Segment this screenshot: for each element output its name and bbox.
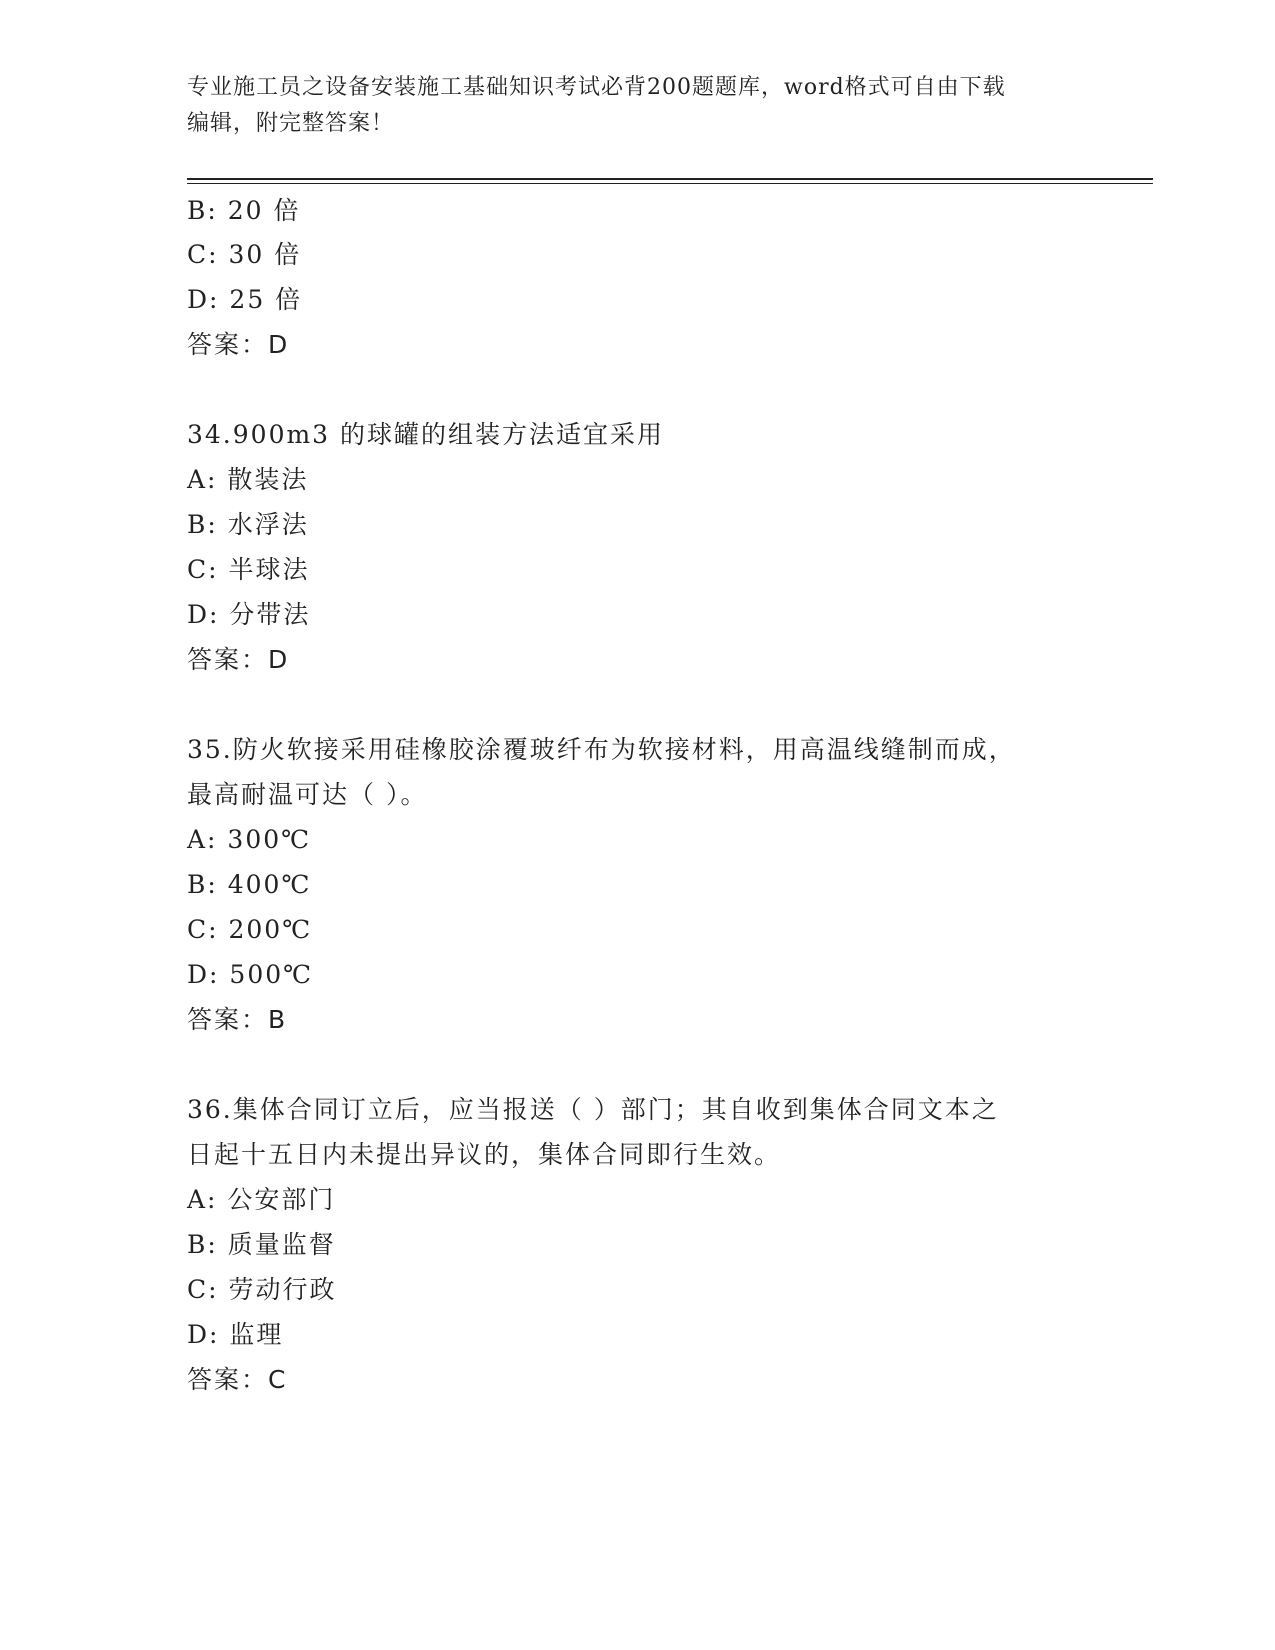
q34-answer: 答案：D	[187, 645, 290, 674]
q33-option-b: B: 20 倍	[187, 196, 301, 225]
q35-answer: 答案：B	[187, 1005, 288, 1034]
q35-option-d: D: 500℃	[187, 960, 314, 989]
header-title-line-2: 编辑，附完整答案！	[187, 111, 395, 136]
q36-stem-line-2: 日起十五日内未提出异议的，集体合同即行生效。	[187, 1140, 782, 1169]
q35-stem-line-2: 最高耐温可达（ ）。	[187, 780, 428, 809]
q36-option-d: D: 监理	[187, 1320, 284, 1349]
q33-option-d: D: 25 倍	[187, 285, 303, 314]
q35-option-c: C: 200℃	[187, 915, 313, 944]
q35-option-b: B: 400℃	[187, 870, 312, 899]
header-divider-thin	[187, 183, 1153, 184]
q36-stem-line-1: 36.集体合同订立后，应当报送（ ）部门；其自收到集体合同文本之	[187, 1095, 999, 1124]
q34-option-a: A: 散装法	[187, 465, 309, 494]
q34-option-c: C: 半球法	[187, 555, 310, 584]
q35-option-a: A: 300℃	[187, 825, 312, 854]
q34-option-d: D: 分带法	[187, 600, 311, 629]
q36-option-a: A: 公安部门	[187, 1185, 336, 1214]
q34-option-b: B: 水浮法	[187, 510, 309, 539]
q36-option-c: C: 劳动行政	[187, 1275, 337, 1304]
q36-option-b: B: 质量监督	[187, 1230, 336, 1259]
header-title-line-1: 专业施工员之设备安装施工基础知识考试必背200题题库，word格式可自由下载	[187, 75, 1006, 100]
page-header	[187, 70, 1087, 142]
q34-stem: 34.900m3 的球罐的组装方法适宜采用	[187, 420, 665, 449]
q33-answer: 答案：D	[187, 330, 290, 359]
q36-answer: 答案：C	[187, 1365, 288, 1394]
header-divider-thick	[187, 178, 1153, 180]
q33-option-c: C: 30 倍	[187, 240, 302, 269]
q35-stem-line-1: 35.防火软接采用硅橡胶涂覆玻纤布为软接材料，用高温线缝制而成，	[187, 735, 1016, 764]
